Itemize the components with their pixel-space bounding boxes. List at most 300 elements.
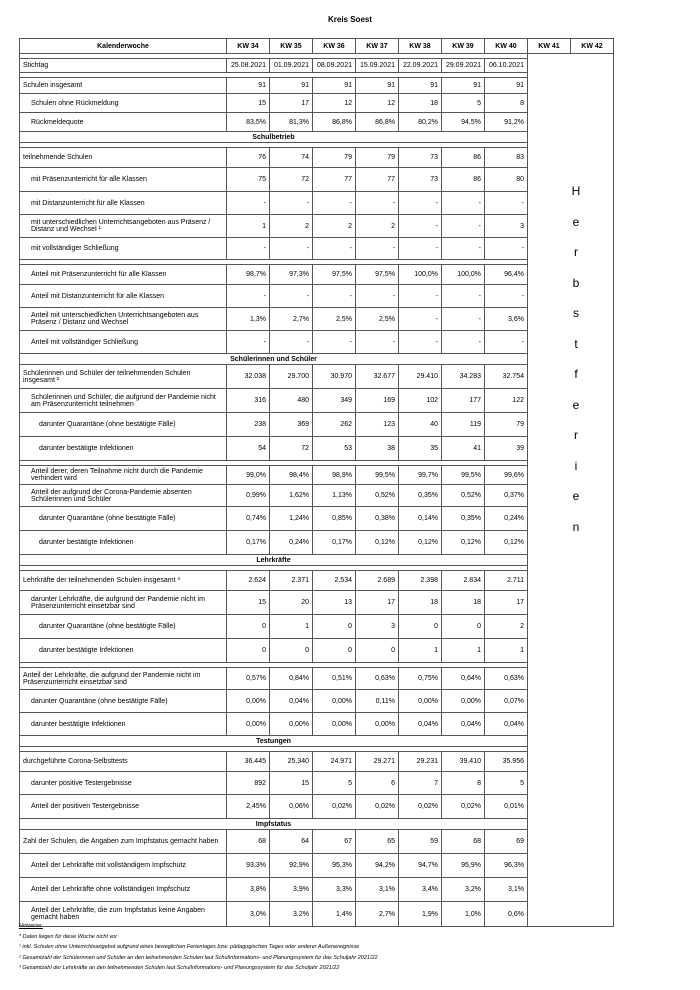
empty-week-cell xyxy=(528,78,614,94)
empty-week-cell xyxy=(528,752,614,772)
value-cell: 68 xyxy=(442,830,485,854)
row-label: Anteil der aufgrund der Corona-Pandemie absenten Schülerinnen und Schüler xyxy=(20,485,227,507)
value-cell: 41 xyxy=(442,437,485,461)
value-cell: - xyxy=(442,238,485,260)
footnote-line: ² Gesamtzahl der Schülerinnen und Schüler an den teilnehmenden Schulen laut SchulInformations- und Planungssystem für das Schuljahr 2021/22 xyxy=(19,954,378,961)
value-cell: - xyxy=(442,192,485,215)
empty-week-cell xyxy=(528,736,614,747)
table-row xyxy=(20,668,614,690)
value-cell: 1,0% xyxy=(442,902,485,927)
value-cell: 3,8% xyxy=(227,878,270,902)
table-row xyxy=(20,238,614,260)
value-cell: 3,2% xyxy=(442,878,485,902)
section-row xyxy=(20,354,614,365)
header-week-40: KW 40 xyxy=(485,39,528,54)
value-cell: 98,9% xyxy=(313,466,356,485)
value-cell: 1,24% xyxy=(270,507,313,531)
value-cell: 32.677 xyxy=(356,365,399,389)
section-heading-testungen: Testungen xyxy=(20,736,528,747)
value-cell: 0,37% xyxy=(485,485,528,507)
value-cell: 81,3% xyxy=(270,113,313,132)
value-cell: 97,5% xyxy=(313,265,356,285)
value-cell: 0,02% xyxy=(356,795,399,819)
value-cell: 0,63% xyxy=(485,668,528,690)
row-label: darunter bestätigte Infektionen xyxy=(20,639,227,663)
value-cell: 1 xyxy=(399,639,442,663)
value-cell: 29.410 xyxy=(399,365,442,389)
value-cell: 2,45% xyxy=(227,795,270,819)
value-cell: 123 xyxy=(356,413,399,437)
value-cell: 2.834 xyxy=(442,571,485,591)
value-cell: - xyxy=(485,238,528,260)
table-row xyxy=(20,639,614,663)
value-cell: 0,00% xyxy=(399,690,442,713)
value-cell: 22.09.2021 xyxy=(399,59,442,73)
value-cell: 91 xyxy=(485,78,528,94)
footnotes xyxy=(19,921,378,974)
value-cell: 0,74% xyxy=(227,507,270,531)
side-letter: H xyxy=(571,184,581,198)
row-label: Stichtag xyxy=(20,59,227,73)
value-cell: 0,64% xyxy=(442,668,485,690)
value-cell: 0,12% xyxy=(485,531,528,555)
value-cell: 94,5% xyxy=(442,113,485,132)
empty-week-cell xyxy=(528,615,614,639)
value-cell: 0,11% xyxy=(356,690,399,713)
value-cell: 122 xyxy=(485,389,528,413)
row-label: Schülerinnen und Schüler, die aufgrund der Pandemie nicht am Präsenzunterricht teilnehmen xyxy=(20,389,227,413)
value-cell: 1 xyxy=(485,639,528,663)
header-week-38: KW 38 xyxy=(399,39,442,54)
value-cell: 0,04% xyxy=(270,690,313,713)
value-cell: 32.754 xyxy=(485,365,528,389)
value-cell: 98,7% xyxy=(227,265,270,285)
value-cell: 0,84% xyxy=(270,668,313,690)
value-cell: 3,9% xyxy=(270,878,313,902)
row-label: darunter bestätigte Infektionen xyxy=(20,437,227,461)
value-cell: - xyxy=(227,331,270,354)
value-cell: 64 xyxy=(270,830,313,854)
value-cell: 25.340 xyxy=(270,752,313,772)
value-cell: 2 xyxy=(313,215,356,238)
value-cell: 0,00% xyxy=(313,713,356,736)
value-cell: 40 xyxy=(399,413,442,437)
empty-week-cell xyxy=(528,555,614,566)
page-title: Kreis Soest xyxy=(327,15,373,24)
value-cell: 0,24% xyxy=(485,507,528,531)
value-cell: 7 xyxy=(399,772,442,795)
table-row xyxy=(20,713,614,736)
value-cell: 15 xyxy=(227,94,270,113)
value-cell: 892 xyxy=(227,772,270,795)
value-cell: 316 xyxy=(227,389,270,413)
value-cell: 0,35% xyxy=(399,485,442,507)
value-cell: 1,13% xyxy=(313,485,356,507)
section-row xyxy=(20,132,614,143)
row-label: Anteil der positiven Testergebnisse xyxy=(20,795,227,819)
value-cell: 72 xyxy=(270,168,313,192)
value-cell: - xyxy=(356,238,399,260)
value-cell: 5 xyxy=(485,772,528,795)
footnotes-heading: Hinweise: xyxy=(19,923,43,929)
value-cell: 0,38% xyxy=(356,507,399,531)
value-cell: 2.398 xyxy=(399,571,442,591)
value-cell: 0,24% xyxy=(270,531,313,555)
table-row xyxy=(20,690,614,713)
value-cell: 15 xyxy=(270,772,313,795)
value-cell: 12 xyxy=(356,94,399,113)
value-cell: 92,9% xyxy=(270,854,313,878)
row-label: Anteil mit Distanzunterricht für alle Klassen xyxy=(20,285,227,308)
table-row xyxy=(20,615,614,639)
table-row xyxy=(20,878,614,902)
empty-week-cell xyxy=(528,59,614,73)
value-cell: 0,04% xyxy=(399,713,442,736)
row-label: Anteil derer, deren Teilnahme nicht durch die Pandemie verhindert wird xyxy=(20,466,227,485)
row-label: Anteil der Lehrkräfte mit vollständigem Impfschutz xyxy=(20,854,227,878)
value-cell: 94,2% xyxy=(356,854,399,878)
value-cell: 0,00% xyxy=(356,713,399,736)
value-cell: 0,85% xyxy=(313,507,356,531)
side-letter: e xyxy=(572,489,580,503)
value-cell: 0,01% xyxy=(485,795,528,819)
value-cell: 32.038 xyxy=(227,365,270,389)
value-cell: 2.624 xyxy=(227,571,270,591)
value-cell: 8 xyxy=(485,94,528,113)
section-heading-lehrkraefte: Lehrkräfte xyxy=(20,555,528,566)
value-cell: 0,6% xyxy=(485,902,528,927)
value-cell: 0,17% xyxy=(227,531,270,555)
footnote-line: * Daten liegen für diese Woche nicht vor xyxy=(19,933,118,940)
value-cell: - xyxy=(313,331,356,354)
side-letter: n xyxy=(572,519,580,534)
value-cell: 2,7% xyxy=(356,902,399,927)
value-cell: 68 xyxy=(227,830,270,854)
empty-week-cell xyxy=(528,148,614,168)
value-cell: 12 xyxy=(313,94,356,113)
value-cell: 29.271 xyxy=(356,752,399,772)
value-cell: - xyxy=(270,285,313,308)
side-letter: e xyxy=(572,397,580,412)
value-cell: 74 xyxy=(270,148,313,168)
value-cell: - xyxy=(270,192,313,215)
value-cell: 53 xyxy=(313,437,356,461)
value-cell: 0 xyxy=(313,615,356,639)
value-cell: 3,1% xyxy=(485,878,528,902)
empty-week-cell xyxy=(528,690,614,713)
value-cell: 99,0% xyxy=(227,466,270,485)
value-cell: 99,6% xyxy=(485,466,528,485)
value-cell: 1,62% xyxy=(270,485,313,507)
row-label: Anteil der Lehrkräfte, die aufgrund der Pandemie nicht im Präsenzunterricht einsetzbar sind xyxy=(20,668,227,690)
side-letter: i xyxy=(574,458,578,473)
value-cell: - xyxy=(442,285,485,308)
section-heading-impfstatus: Impfstatus xyxy=(20,819,528,830)
value-cell: 08.09.2021 xyxy=(313,59,356,73)
empty-week-cell xyxy=(528,668,614,690)
table-row xyxy=(20,265,614,285)
value-cell: 86,8% xyxy=(313,113,356,132)
value-cell: 97,3% xyxy=(270,265,313,285)
value-cell: 0,12% xyxy=(442,531,485,555)
value-cell: 1 xyxy=(270,615,313,639)
footnote-line: ¹ inkl. Schulen ohne Unterrichtsangebot aufgrund eines beweglichen Ferientages bzw. pädagogischen Tages oder anderer Außenereignisse xyxy=(19,944,360,950)
value-cell: 20 xyxy=(270,591,313,615)
value-cell: 59 xyxy=(399,830,442,854)
value-cell: - xyxy=(399,215,442,238)
row-label: darunter Quarantäne (ohne bestätigte Fälle) xyxy=(20,507,227,531)
side-letter: f xyxy=(574,367,578,381)
table-row xyxy=(20,830,614,854)
value-cell: 91 xyxy=(270,78,313,94)
value-cell: 0,02% xyxy=(313,795,356,819)
value-cell: 73 xyxy=(399,168,442,192)
empty-week-cell xyxy=(528,854,614,878)
value-cell: 80,2% xyxy=(399,113,442,132)
table-row xyxy=(20,795,614,819)
value-cell: 91 xyxy=(442,78,485,94)
row-label: darunter Quarantäne (ohne bestätigte Fälle) xyxy=(20,413,227,437)
value-cell: 17 xyxy=(485,591,528,615)
side-letter: r xyxy=(574,428,578,442)
value-cell: 01.09.2021 xyxy=(270,59,313,73)
value-cell: 0,17% xyxy=(313,531,356,555)
value-cell: - xyxy=(442,331,485,354)
value-cell: 3,0% xyxy=(227,902,270,927)
value-cell: 0 xyxy=(227,639,270,663)
empty-week-cell xyxy=(528,132,614,143)
value-cell: 79 xyxy=(356,148,399,168)
value-cell: 95,3% xyxy=(313,854,356,878)
value-cell: 18 xyxy=(442,591,485,615)
table-row xyxy=(20,308,614,331)
row-label: Anteil der Lehrkräfte, die zum Impfstatus keine Angaben gemacht haben xyxy=(20,902,227,927)
row-label: durchgeführte Corona-Selbsttests xyxy=(20,752,227,772)
value-cell: 0,12% xyxy=(399,531,442,555)
data-table xyxy=(19,38,614,927)
value-cell: 91 xyxy=(313,78,356,94)
value-cell: 86 xyxy=(442,168,485,192)
value-cell: 91 xyxy=(227,78,270,94)
section-heading-schueler: Schülerinnen und Schüler xyxy=(20,354,528,365)
section-row xyxy=(20,736,614,747)
value-cell: 0,51% xyxy=(313,668,356,690)
value-cell: - xyxy=(442,308,485,331)
row-label: Rückmeldequote xyxy=(20,113,227,132)
value-cell: - xyxy=(270,238,313,260)
value-cell: 2 xyxy=(356,215,399,238)
empty-week-cell xyxy=(528,713,614,736)
value-cell: 3,1% xyxy=(356,878,399,902)
value-cell: 67 xyxy=(313,830,356,854)
value-cell: 119 xyxy=(442,413,485,437)
value-cell: 480 xyxy=(270,389,313,413)
side-letter: r xyxy=(574,245,578,259)
value-cell: 369 xyxy=(270,413,313,437)
value-cell: 0,63% xyxy=(356,668,399,690)
value-cell: 39 xyxy=(485,437,528,461)
table-row xyxy=(20,772,614,795)
row-label: Schülerinnen und Schüler der teilnehmenden Schulen insgesamt ² xyxy=(20,365,227,389)
value-cell: 2.689 xyxy=(356,571,399,591)
value-cell: 83 xyxy=(485,148,528,168)
value-cell: 2,5% xyxy=(313,308,356,331)
header-week-35: KW 35 xyxy=(270,39,313,54)
row-label: Anteil der Lehrkräfte ohne vollständigen Impfschutz xyxy=(20,878,227,902)
value-cell: 177 xyxy=(442,389,485,413)
value-cell: 36.445 xyxy=(227,752,270,772)
table-row xyxy=(20,389,614,413)
footnote-line: ³ Gesamtzahl der Lehrkräfte an den teilnehmenden Schulen laut SchulInformations- und Planungssystem für das Schuljahr 2021/22 xyxy=(19,965,340,971)
empty-week-cell xyxy=(528,795,614,819)
value-cell: 1 xyxy=(227,215,270,238)
value-cell: 3,3% xyxy=(313,878,356,902)
value-cell: 0 xyxy=(356,639,399,663)
value-cell: - xyxy=(485,192,528,215)
table-row xyxy=(20,752,614,772)
value-cell: 0,00% xyxy=(227,690,270,713)
table-row xyxy=(20,215,614,238)
value-cell: - xyxy=(270,331,313,354)
side-letter: b xyxy=(572,275,580,290)
row-label: Zahl der Schulen, die Angaben zum Impfstatus gemacht haben xyxy=(20,830,227,854)
row-label: darunter bestätigte Infektionen xyxy=(20,713,227,736)
value-cell: 76 xyxy=(227,148,270,168)
side-letter: s xyxy=(573,306,579,320)
value-cell: 0,00% xyxy=(270,713,313,736)
value-cell: 0,02% xyxy=(399,795,442,819)
value-cell: 0 xyxy=(442,615,485,639)
table-row xyxy=(20,591,614,615)
value-cell: 25.08.2021 xyxy=(227,59,270,73)
value-cell: 99,5% xyxy=(442,466,485,485)
value-cell: 0,99% xyxy=(227,485,270,507)
value-cell: - xyxy=(313,238,356,260)
table-row xyxy=(20,437,614,461)
value-cell: 2.534 xyxy=(313,571,356,591)
value-cell: - xyxy=(227,238,270,260)
value-cell: 262 xyxy=(313,413,356,437)
header-row xyxy=(20,39,614,54)
table-row xyxy=(20,78,614,94)
empty-week-cell xyxy=(528,571,614,591)
table-row xyxy=(20,413,614,437)
value-cell: 1,3% xyxy=(227,308,270,331)
value-cell: 93,3% xyxy=(227,854,270,878)
value-cell: 2 xyxy=(485,615,528,639)
value-cell: 96,4% xyxy=(485,265,528,285)
section-heading-schulbetrieb: Schulbetrieb xyxy=(20,132,528,143)
row-label: darunter Lehrkräfte, die aufgrund der Pandemie nicht im Präsenzunterricht einsetzbar sind xyxy=(20,591,227,615)
value-cell: 77 xyxy=(356,168,399,192)
row-label: mit Distanzunterricht für alle Klassen xyxy=(20,192,227,215)
section-row xyxy=(20,819,614,830)
value-cell: - xyxy=(399,285,442,308)
value-cell: - xyxy=(399,238,442,260)
value-cell: 2.371 xyxy=(270,571,313,591)
row-label: mit unterschiedlichen Unterrichtsangeboten aus Präsenz / Distanz und Wechsel ¹ xyxy=(20,215,227,238)
value-cell: - xyxy=(485,331,528,354)
value-cell: 5 xyxy=(313,772,356,795)
table-row xyxy=(20,94,614,113)
table-row xyxy=(20,365,614,389)
value-cell: - xyxy=(313,192,356,215)
value-cell: 0,04% xyxy=(485,713,528,736)
value-cell: 3,6% xyxy=(485,308,528,331)
value-cell: 18 xyxy=(399,591,442,615)
row-label: Anteil mit unterschiedlichen Unterrichtsangeboten aus Präsenz / Distanz und Wechsel xyxy=(20,308,227,331)
empty-week-cell xyxy=(528,94,614,113)
table-row xyxy=(20,192,614,215)
value-cell: 0,75% xyxy=(399,668,442,690)
value-cell: - xyxy=(442,215,485,238)
table-row xyxy=(20,531,614,555)
empty-week-cell xyxy=(528,591,614,615)
value-cell: 5 xyxy=(442,94,485,113)
value-cell: 94,7% xyxy=(399,854,442,878)
side-letter: t xyxy=(574,336,578,351)
value-cell: 1,9% xyxy=(399,902,442,927)
value-cell: - xyxy=(399,192,442,215)
value-cell: 349 xyxy=(313,389,356,413)
value-cell: 102 xyxy=(399,389,442,413)
side-vertical-text xyxy=(534,176,618,542)
value-cell: 99,7% xyxy=(399,466,442,485)
value-cell: 24.971 xyxy=(313,752,356,772)
value-cell: - xyxy=(485,285,528,308)
value-cell: - xyxy=(313,285,356,308)
row-label: darunter Quarantäne (ohne bestätigte Fälle) xyxy=(20,615,227,639)
table-row xyxy=(20,466,614,485)
value-cell: 13 xyxy=(313,591,356,615)
value-cell: - xyxy=(399,331,442,354)
section-row xyxy=(20,555,614,566)
value-cell: 1,4% xyxy=(313,902,356,927)
row-label: Lehrkräfte der teilnehmenden Schulen insgesamt ³ xyxy=(20,571,227,591)
value-cell: 8 xyxy=(442,772,485,795)
value-cell: 0 xyxy=(270,639,313,663)
value-cell: 98,4% xyxy=(270,466,313,485)
empty-week-cell xyxy=(528,639,614,663)
header-week-37: KW 37 xyxy=(356,39,399,54)
value-cell: 238 xyxy=(227,413,270,437)
table-row xyxy=(20,168,614,192)
value-cell: 91 xyxy=(399,78,442,94)
value-cell: 06.10.2021 xyxy=(485,59,528,73)
header-week-39: KW 39 xyxy=(442,39,485,54)
value-cell: 83,5% xyxy=(227,113,270,132)
value-cell: 0,14% xyxy=(399,507,442,531)
value-cell: 1 xyxy=(442,639,485,663)
value-cell: 35.956 xyxy=(485,752,528,772)
value-cell: 30.970 xyxy=(313,365,356,389)
value-cell: 72 xyxy=(270,437,313,461)
row-label: Anteil mit vollständiger Schließung xyxy=(20,331,227,354)
value-cell: 17 xyxy=(356,591,399,615)
value-cell: 97,5% xyxy=(356,265,399,285)
row-label: teilnehmende Schulen xyxy=(20,148,227,168)
value-cell: 17 xyxy=(270,94,313,113)
side-letter: e xyxy=(572,214,580,229)
header-week-41: KW 41 xyxy=(528,39,571,54)
value-cell: 0,12% xyxy=(356,531,399,555)
value-cell: 0,04% xyxy=(442,713,485,736)
table-row xyxy=(20,59,614,73)
value-cell: - xyxy=(399,308,442,331)
value-cell: 0,57% xyxy=(227,668,270,690)
value-cell: 34.283 xyxy=(442,365,485,389)
value-cell: 91 xyxy=(356,78,399,94)
